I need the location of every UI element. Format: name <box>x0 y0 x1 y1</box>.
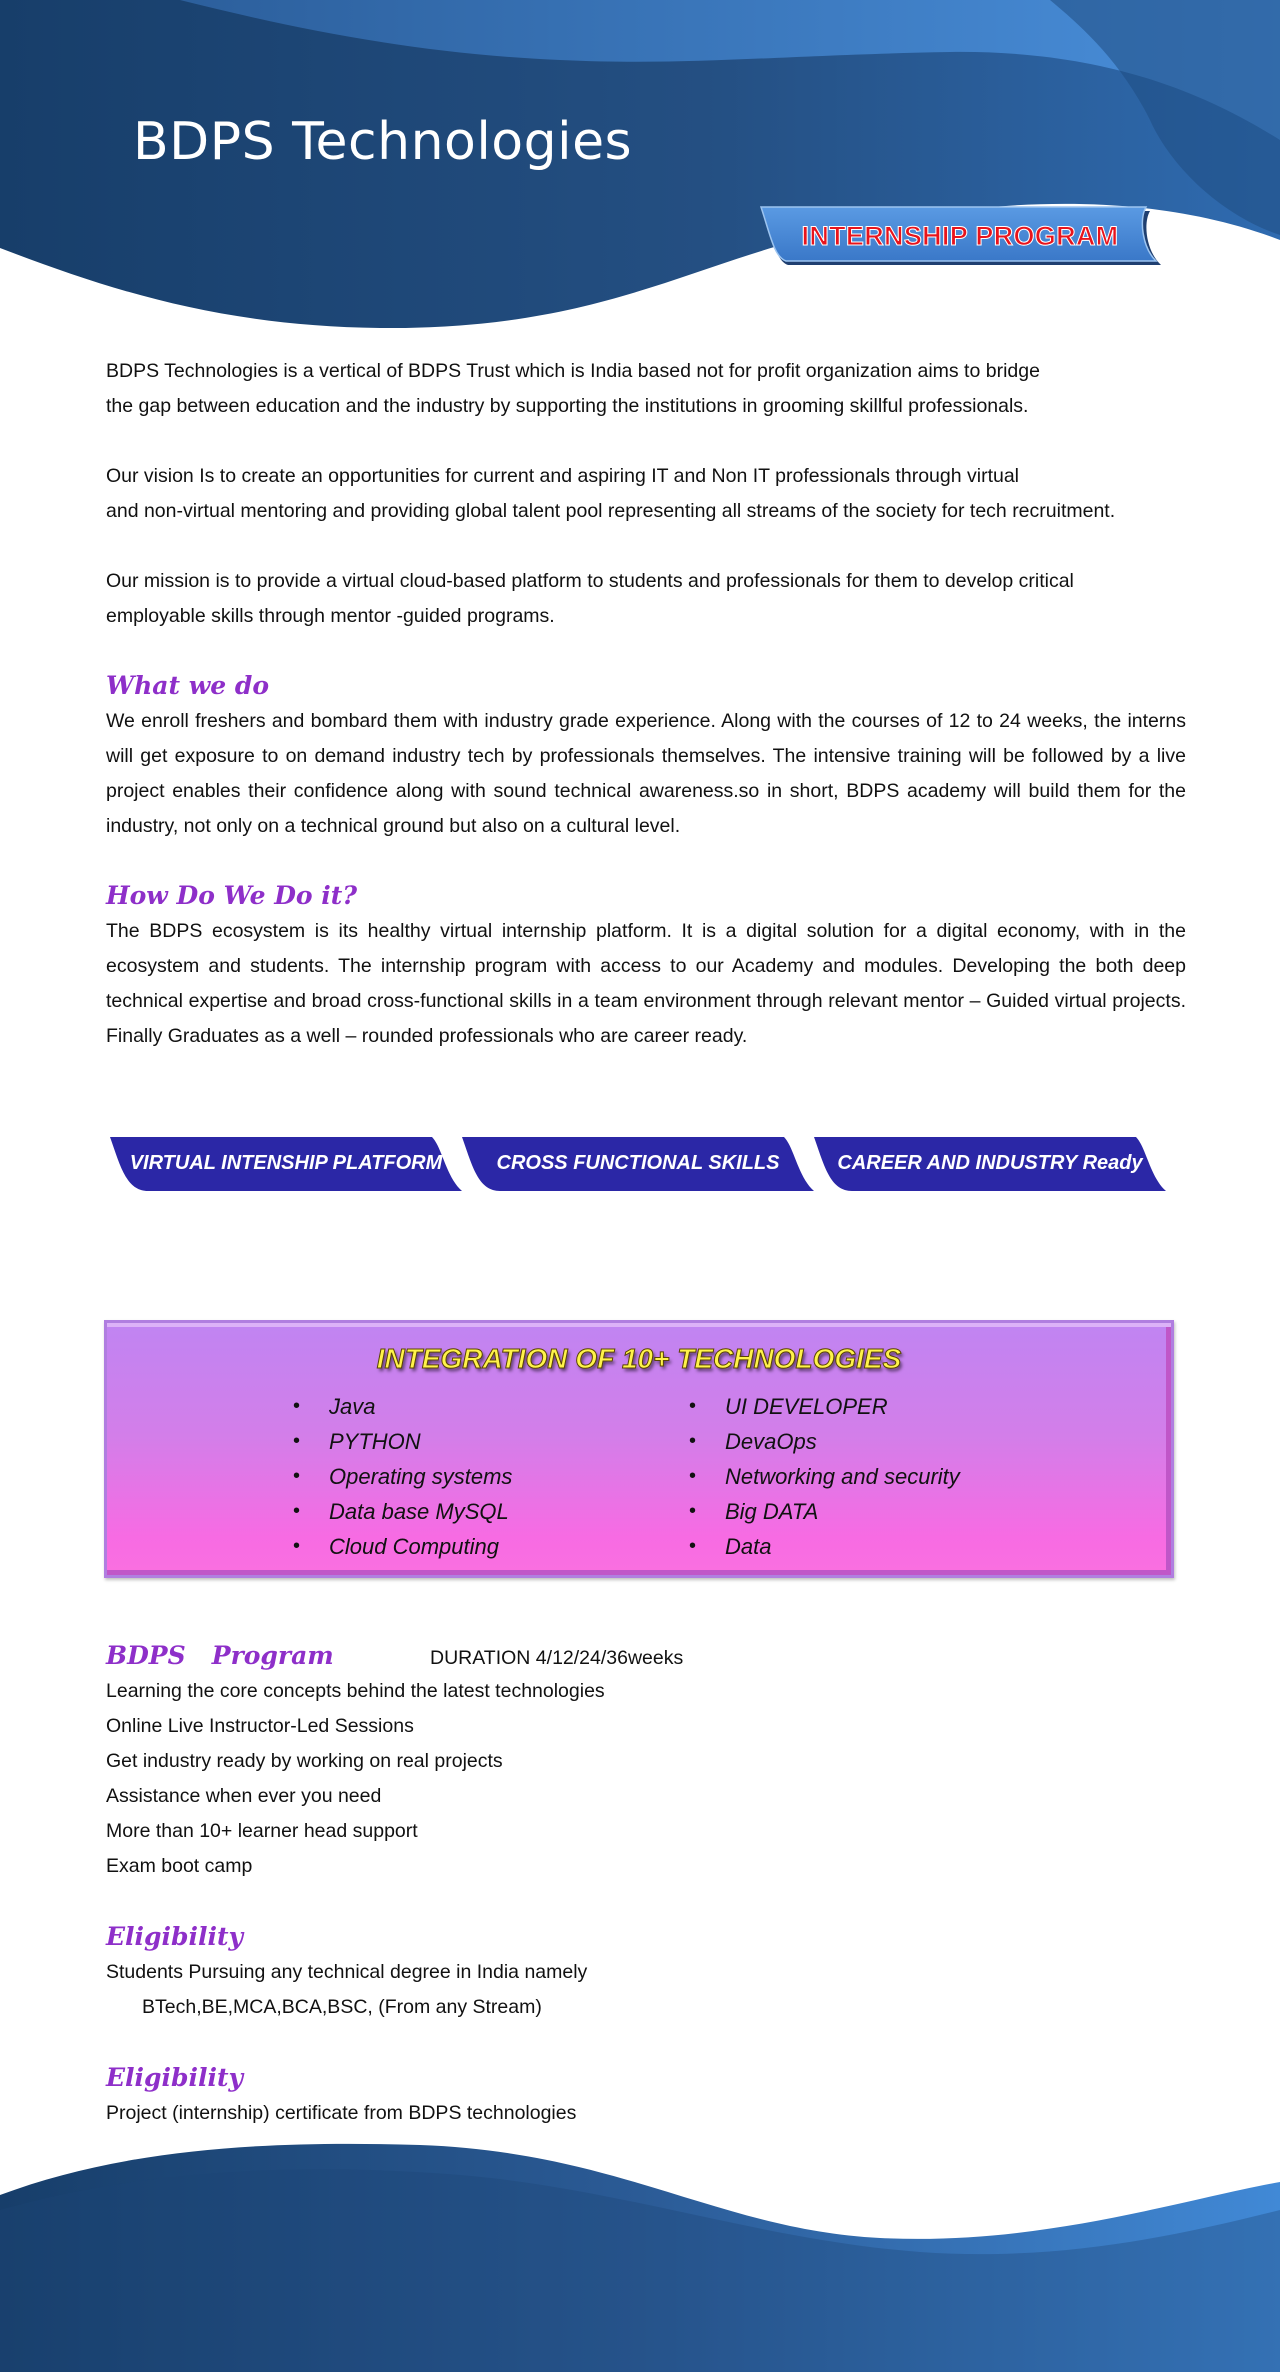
vision-paragraph <box>106 459 1186 529</box>
mission-line-1: Our mission is to provide a virtual cloud-based platform to students and professionals for them to develop critical <box>106 570 1074 592</box>
program-item: Learning the core concepts behind the latest technologies <box>106 1680 605 1702</box>
program-heading: BDPS Program <box>106 1641 334 1670</box>
certificate-line: Project (internship) certificate from BDPS technologies <box>106 2102 577 2124</box>
program-details <box>106 1638 1186 2131</box>
pillars-row <box>110 1135 1170 1193</box>
eligibility-degrees: BTech,BE,MCA,BCA,BSC, (From any Stream) <box>142 1996 542 2018</box>
list-item: • Big DATA <box>689 1494 960 1529</box>
program-item: Assistance when ever you need <box>106 1785 382 1807</box>
eligibility-heading: Eligibility <box>106 1922 244 1951</box>
mission-paragraph <box>106 564 1186 634</box>
program-duration: DURATION 4/12/24/36weeks <box>430 1647 684 1669</box>
program-item: More than 10+ learner head support <box>106 1820 418 1842</box>
intro-content <box>106 354 1186 1054</box>
list-item: • Data base MySQL <box>293 1494 512 1529</box>
how-we-do-text: The BDPS ecosystem is its healthy virtual internship platform. It is a digital solution for a digital economy, with in the ecosystem and students. The internship program with access to our Academy and modules. Developing the both deep technical expertise and broad cross-functional skills in a team environment through relevant mentor – Guided virtual projects. Finally Graduates as a well – rounded professionals who are career ready. <box>106 920 1186 1047</box>
list-item: • Networking and security <box>689 1459 960 1494</box>
badge-label: INTERNSHIP PROGRAM <box>801 220 1119 251</box>
pillar-cross-functional <box>462 1135 814 1191</box>
mission-line-2: employable skills through mentor -guided programs. <box>106 605 555 627</box>
about-line-2: the gap between education and the industry by supporting the institutions in grooming skillful professionals. <box>106 395 1029 417</box>
vision-line-2: and non-virtual mentoring and providing global talent pool representing all streams of the society for tech recruitment. <box>106 500 1116 522</box>
eligibility-line: Students Pursuing any technical degree in India namely <box>106 1961 588 1983</box>
technologies-title: INTEGRATION OF 10+ TECHNOLOGIES <box>376 1343 902 1374</box>
pillar-label: CROSS FUNCTIONAL SKILLS <box>496 1151 780 1174</box>
what-we-do-heading: What we do <box>106 671 269 700</box>
certificate-heading: Eligibility <box>106 2063 244 2092</box>
list-item: • Data <box>689 1529 960 1564</box>
list-item: • UI DEVELOPER <box>689 1389 960 1424</box>
pillar-career-industry <box>814 1135 1166 1191</box>
pillar-label: CAREER AND INDUSTRY Ready <box>837 1151 1143 1174</box>
list-item: • DevaOps <box>689 1424 960 1459</box>
about-paragraph <box>106 354 1186 424</box>
vision-line-1: Our vision Is to create an opportunities for current and aspiring IT and Non IT professionals through virtual <box>106 465 1020 487</box>
technologies-right-list <box>689 1389 960 1564</box>
list-item: • Java <box>293 1389 512 1424</box>
about-line-1: BDPS Technologies is a vertical of BDPS Trust which is India based not for profit organization aims to bridge <box>106 360 1040 382</box>
list-item: • Operating systems <box>293 1459 512 1494</box>
list-item: • Cloud Computing <box>293 1529 512 1564</box>
program-item: Get industry ready by working on real projects <box>106 1750 503 1772</box>
footer-wave-background <box>0 2140 1280 2372</box>
pillar-label: VIRTUAL INTENSHIP PLATFORM <box>129 1151 443 1174</box>
what-we-do-text: We enroll freshers and bombard them with industry grade experience. Along with the courses of 12 to 24 weeks, the interns will get exposure to on demand industry tech by professionals themselves. The intensive training will be followed by a live project enables their confidence along with sound technical awareness.so in short, BDPS academy will build them for the industry, not only on a technical ground but also on a cultural level. <box>106 710 1186 837</box>
list-item: • PYTHON <box>293 1424 512 1459</box>
program-item: Online Live Instructor-Led Sessions <box>106 1715 414 1737</box>
how-we-do-heading: How Do We Do it? <box>106 881 357 910</box>
program-heading-row <box>106 1638 1186 1674</box>
pillar-virtual-internship <box>110 1135 462 1191</box>
technologies-left-list <box>293 1389 512 1564</box>
program-item: Exam boot camp <box>106 1855 253 1877</box>
internship-program-badge <box>758 203 1162 269</box>
brand-title: BDPS Technologies <box>133 112 633 172</box>
technologies-box <box>104 1320 1174 1578</box>
